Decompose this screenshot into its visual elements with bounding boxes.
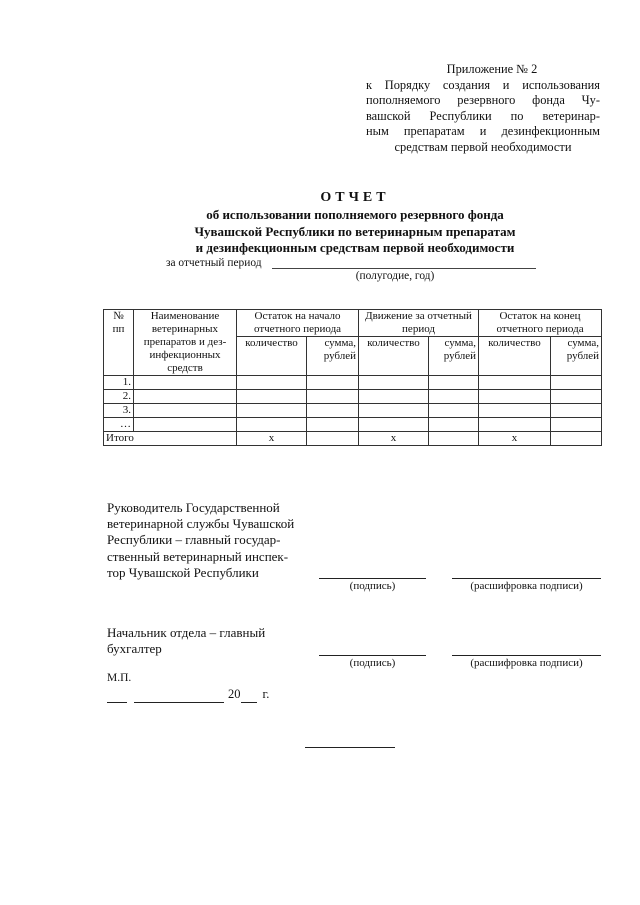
- report-table: [103, 309, 602, 446]
- table-cell[interactable]: [134, 390, 237, 404]
- date-field: [107, 687, 269, 703]
- signature-decoding-line[interactable]: [452, 578, 601, 579]
- signature-decoding-line[interactable]: [452, 655, 601, 656]
- appendix-header: [366, 62, 600, 156]
- table-cell[interactable]: [359, 376, 429, 390]
- table-cell[interactable]: [134, 404, 237, 418]
- total-mark: x: [479, 432, 551, 446]
- year-blank[interactable]: [241, 687, 257, 703]
- table-total-row: [104, 432, 602, 446]
- appendix-text-line: пополняемого резервного фонда Чу-: [366, 93, 600, 108]
- total-mark: x: [359, 432, 429, 446]
- table-row: [104, 404, 602, 418]
- period-hint: (полугодие, год): [355, 270, 435, 282]
- table-cell[interactable]: [237, 376, 307, 390]
- table-cell[interactable]: [359, 418, 429, 432]
- table-cell[interactable]: [237, 418, 307, 432]
- header-movement: Движение за отчетный период: [359, 310, 479, 337]
- table-cell[interactable]: [429, 432, 479, 446]
- header-sum: сумма, рублей: [307, 337, 359, 376]
- appendix-text-line: ным препаратам и дезинфекционным: [366, 124, 600, 139]
- table-row: [104, 418, 602, 432]
- header-qty: количество: [237, 337, 307, 376]
- header-name: Наименование ветеринарных препаратов и дез-инфекционных средств: [134, 310, 237, 376]
- subtitle-line: Чувашской Республики по ветеринарным препаратам: [194, 223, 516, 239]
- header-sum: сумма, рублей: [551, 337, 602, 376]
- document-title: ОТЧЕТ: [320, 190, 390, 205]
- head-position: [107, 500, 294, 581]
- appendix-text-line: вашской Республики по ветеринар-: [366, 108, 600, 123]
- year-suffix: г.: [262, 687, 270, 701]
- position-line: Руководитель Государственной: [107, 500, 280, 515]
- header-start-balance: Остаток на начало отчетного периода: [237, 310, 359, 337]
- signature-caption: (подпись): [349, 580, 396, 592]
- table-cell[interactable]: [237, 404, 307, 418]
- table-cell[interactable]: [359, 390, 429, 404]
- month-blank[interactable]: [134, 687, 224, 703]
- header-sum: сумма, рублей: [429, 337, 479, 376]
- table-cell[interactable]: [307, 376, 359, 390]
- table-header-row: [104, 310, 602, 337]
- row-number: 3.: [104, 404, 134, 418]
- header-num: № пп: [104, 310, 134, 376]
- table-cell[interactable]: [237, 390, 307, 404]
- table-cell[interactable]: [551, 418, 602, 432]
- header-qty: количество: [479, 337, 551, 376]
- stamp-place: М.П.: [107, 672, 132, 684]
- appendix-number: Приложение № 2: [446, 62, 538, 76]
- header-end-balance: Остаток на конец отчетного периода: [479, 310, 602, 337]
- position-line: бухгалтер: [107, 641, 162, 657]
- table-cell[interactable]: [429, 404, 479, 418]
- position-line: Республики – главный государ-: [107, 532, 281, 548]
- signature-line[interactable]: [319, 655, 426, 656]
- table-cell[interactable]: [479, 376, 551, 390]
- period-field-line[interactable]: [272, 268, 536, 269]
- signature-caption: (подпись): [349, 657, 396, 669]
- table-cell[interactable]: [551, 432, 602, 446]
- position-line: ветеринарной службы Чувашской: [107, 516, 295, 532]
- table-cell[interactable]: [429, 390, 479, 404]
- table-cell[interactable]: [307, 390, 359, 404]
- table-cell[interactable]: [134, 418, 237, 432]
- row-number: 1.: [104, 376, 134, 390]
- table-row: [104, 390, 602, 404]
- row-number: 2.: [104, 390, 134, 404]
- table-cell[interactable]: [551, 376, 602, 390]
- header-qty: количество: [359, 337, 429, 376]
- table-cell[interactable]: [429, 376, 479, 390]
- end-separator-line: [305, 747, 395, 748]
- row-number: …: [104, 418, 134, 432]
- table-row: [104, 376, 602, 390]
- table-cell[interactable]: [479, 418, 551, 432]
- signature-decoding-caption: (расшифровка подписи): [470, 580, 583, 592]
- table-cell[interactable]: [429, 418, 479, 432]
- accountant-position: [107, 625, 265, 657]
- table-cell[interactable]: [479, 404, 551, 418]
- table-cell[interactable]: [307, 418, 359, 432]
- subtitle-line: и дезинфекционным средствам первой необходимости: [195, 240, 515, 255]
- table-cell[interactable]: [479, 390, 551, 404]
- table-cell[interactable]: [307, 432, 359, 446]
- position-line: ственный ветеринарный инспек-: [107, 548, 289, 564]
- table-cell[interactable]: [551, 404, 602, 418]
- signature-line[interactable]: [319, 578, 426, 579]
- appendix-text-line: средствам первой необходимости: [394, 139, 572, 154]
- total-mark: x: [237, 432, 307, 446]
- table-cell[interactable]: [134, 376, 237, 390]
- table-cell[interactable]: [307, 404, 359, 418]
- position-line: Начальник отдела – главный: [107, 625, 266, 640]
- period-label: за отчетный период: [166, 257, 262, 269]
- table-cell[interactable]: [359, 404, 429, 418]
- subtitle-line: об использовании пополняемого резервного фонда: [206, 207, 504, 222]
- total-label: Итого: [104, 432, 237, 446]
- position-line: тор Чувашской Республики: [107, 564, 259, 580]
- signature-decoding-caption: (расшифровка подписи): [470, 657, 583, 669]
- document-subtitle: [120, 207, 590, 257]
- table-cell[interactable]: [551, 390, 602, 404]
- appendix-text-line: к Порядку создания и использования: [366, 77, 600, 92]
- day-blank[interactable]: [107, 687, 127, 703]
- year-prefix: 20: [228, 687, 241, 701]
